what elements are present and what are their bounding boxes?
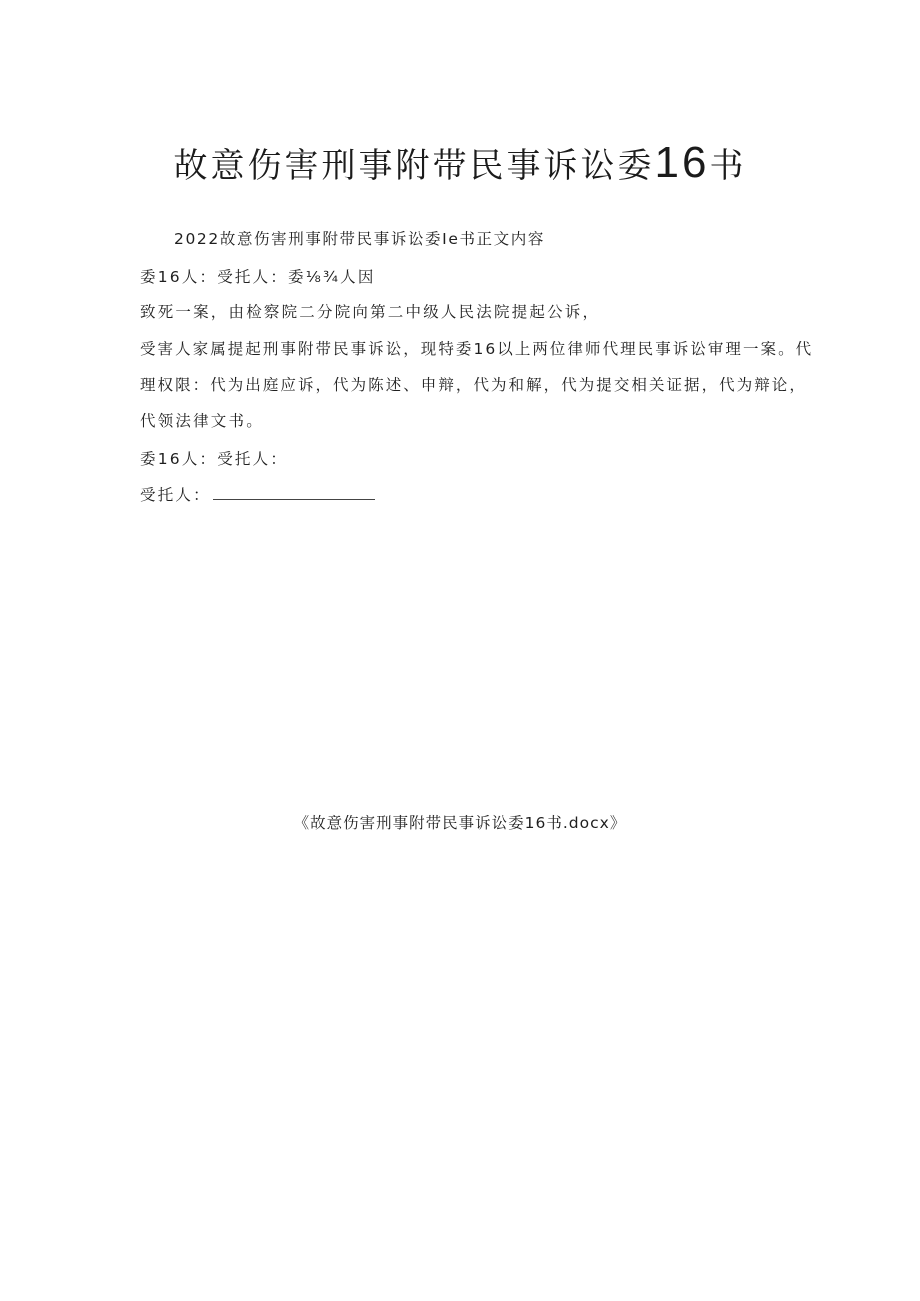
document-title	[0, 140, 920, 189]
title-suffix: 书	[709, 146, 747, 186]
title-text: 故意伤害刑事附带民事诉讼委	[173, 146, 655, 186]
file-name-footer: 《故意伤害刑事附带民事诉讼委16书.docx》	[293, 814, 627, 832]
body-line-2: 理权限：代为出庭应诉，代为陈述、申辩，代为和解，代为提交相关证据，代为辩论，	[140, 376, 807, 394]
intro-line: 2022故意伤害刑事附带民事诉讼委Ie书正文内容	[174, 230, 545, 248]
signature-blank	[213, 484, 375, 500]
body-line-1: 受害人家属提起刑事附带民事诉讼，现特委16以上两位律师代理民事诉讼审理一案。代	[140, 340, 814, 358]
case-line: 致死一案，由检察院二分院向第二中级人民法院提起公诉，	[140, 303, 601, 321]
body-line-3: 代领法律文书。	[140, 412, 264, 430]
signature-line-agent	[140, 484, 375, 506]
client-line: 委16人：受托人：委⅛¾人因	[140, 268, 376, 286]
title-number: 16	[654, 138, 710, 187]
signature-line-client: 委16人：受托人：	[140, 450, 289, 468]
signature-label: 受托人：	[140, 486, 211, 504]
